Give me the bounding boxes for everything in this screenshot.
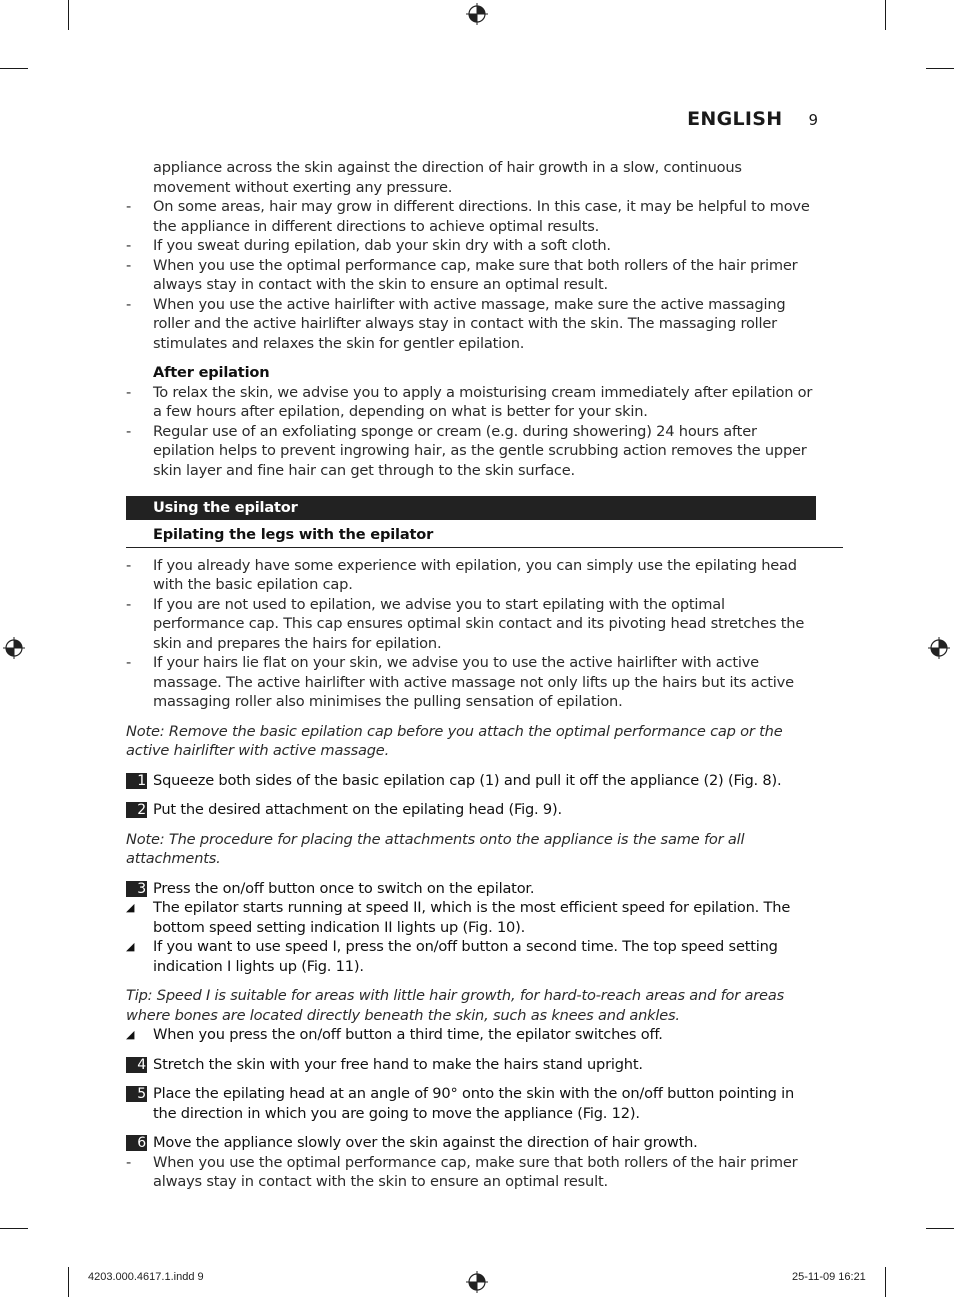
list-item: [126, 556, 816, 595]
list-item: [126, 595, 816, 654]
subsection-title: Epilating the legs with the epilator: [126, 525, 843, 548]
dash-marker: -: [126, 256, 132, 274]
step-text: Press the on/off button once to switch on the epilator.: [153, 879, 535, 897]
registration-mark-icon: [466, 3, 488, 25]
list-item-text: If you are not used to epilation, we advise you to start epilating with the optimal performance cap. This cap ensures optimal skin contact and its pivoting head stretches the skin and prepares the hairs for epilation.: [153, 595, 805, 652]
step-item: [126, 1133, 816, 1153]
step-number: 1: [126, 773, 147, 789]
registration-mark-icon: [466, 1271, 488, 1293]
result-item: [126, 1025, 816, 1045]
triangle-bullet-icon: ◢: [126, 901, 135, 914]
list-item-text: When you use the optimal performance cap, make sure that both rollers of the hair primer always stay in contact with the skin to ensure an optimal result.: [153, 256, 798, 293]
step-item: [126, 1055, 816, 1075]
result-text: If you want to use speed I, press the on/off button a second time. The top speed setting indication I lights up (Fig. 11).: [153, 938, 778, 975]
triangle-bullet-icon: ◢: [126, 1028, 135, 1041]
crop-mark: [885, 1267, 886, 1297]
note-text: Note: The procedure for placing the attachments onto the appliance is the same for all attachments.: [126, 830, 745, 867]
list-item: [126, 256, 816, 295]
crop-mark: [0, 68, 28, 69]
step-text: Stretch the skin with your free hand to make the hairs stand upright.: [153, 1055, 643, 1073]
list-item-text: To relax the skin, we advise you to apply a moisturising cream immediately after epilation or a few hours after epilation, depending on what is better for your skin.: [153, 383, 813, 420]
step-text: Place the epilating head at an angle of 90° onto the skin with the on/off button pointing in the direction in which you are going to move the appliance (Fig. 12).: [153, 1085, 795, 1122]
dash-marker: -: [126, 237, 132, 254]
crop-mark: [0, 1228, 28, 1229]
list-item: [126, 295, 816, 354]
step-number: 3: [126, 881, 147, 897]
paragraph: appliance across the skin against the direction of hair growth in a slow, continuous movement without exerting any pressure.: [153, 159, 742, 196]
list-item: [126, 383, 816, 422]
list-item-text: If your hairs lie flat on your skin, we advise you to use the active hairlifter with active massage. The active hairlifter with active massage not only lifts up the hairs but its active massaging roller also minimises the pulling sensation of epilation.: [153, 654, 794, 710]
dash-marker: -: [126, 556, 132, 574]
registration-mark-icon: [928, 637, 950, 659]
crop-mark: [926, 68, 954, 69]
dash-marker: -: [126, 295, 132, 313]
crop-mark: [885, 0, 886, 30]
list-item: [126, 653, 816, 712]
registration-mark-icon: [3, 637, 25, 659]
list-item-text: Regular use of an exfoliating sponge or cream (e.g. during showering) 24 hours after epilation helps to prevent ingrowing hair, as the gentle scrubbing action removes the upper skin layer and fine hair can get through to the skin surface.: [153, 422, 807, 479]
dash-marker: -: [126, 1153, 132, 1171]
dash-marker: -: [126, 422, 132, 440]
step-item: [126, 800, 816, 820]
tip-text: Tip: Speed I is suitable for areas with little hair growth, for hard-to-reach areas and for areas where bones are located directly beneath the skin, such as knees and ankles.: [126, 987, 784, 1024]
step-number: 6: [126, 1135, 147, 1151]
dash-marker: -: [126, 595, 132, 613]
list-item: [126, 197, 816, 236]
dash-marker: -: [126, 198, 132, 215]
step-number: 2: [126, 802, 147, 818]
list-item-text: If you sweat during epilation, dab your skin dry with a soft cloth.: [153, 237, 611, 254]
crop-mark: [68, 0, 69, 30]
after-epilation-heading: After epilation: [153, 364, 270, 381]
list-item: [126, 236, 816, 256]
step-text: Squeeze both sides of the basic epilation cap (1) and pull it off the appliance (2) (Fig. 8).: [153, 771, 782, 789]
result-text: When you press the on/off button a third time, the epilator switches off.: [153, 1026, 663, 1043]
list-item: [126, 1153, 816, 1192]
list-item-text: When you use the active hairlifter with active massage, make sure the active massaging roller and the active hairlifter always stay in contact with the skin. The massaging roller stimulates and relaxes the skin for gentler epilation.: [153, 295, 786, 352]
step-item: [126, 771, 816, 791]
dash-marker: -: [126, 383, 132, 401]
dash-marker: -: [126, 654, 132, 671]
footer-filename: 4203.000.4617.1.indd 9: [88, 1271, 204, 1283]
language-label: ENGLISH: [687, 108, 783, 130]
step-text: Move the appliance slowly over the skin against the direction of hair growth.: [153, 1134, 698, 1151]
step-text: Put the desired attachment on the epilating head (Fig. 9).: [153, 801, 562, 818]
crop-mark: [926, 1228, 954, 1229]
step-number: 4: [126, 1057, 147, 1073]
list-item-text: If you already have some experience with epilation, you can simply use the epilating head with the basic epilation cap.: [153, 556, 797, 593]
footer-date: 25-11-09 16:21: [792, 1271, 866, 1283]
step-item: [126, 1084, 816, 1123]
crop-mark: [68, 1267, 69, 1297]
page-header: [687, 108, 818, 130]
result-item: [126, 937, 816, 976]
list-item-text: When you use the optimal performance cap, make sure that both rollers of the hair primer always stay in contact with the skin to ensure an optimal result.: [153, 1153, 798, 1190]
list-item-text: On some areas, hair may grow in different directions. In this case, it may be helpful to move the appliance in different directions to achieve optimal results.: [153, 198, 810, 235]
result-item: [126, 898, 816, 937]
note-text: Note: Remove the basic epilation cap before you attach the optimal performance cap or the active hairlifter with active massage.: [126, 722, 783, 759]
page-number: 9: [808, 111, 818, 129]
list-item: [126, 422, 816, 481]
result-text: The epilator starts running at speed II, which is the most efficient speed for epilation. The bottom speed setting indication II lights up (Fig. 10).: [153, 899, 791, 936]
step-number: 5: [126, 1086, 147, 1102]
page-content: [126, 158, 816, 1192]
step-item: [126, 879, 816, 899]
triangle-bullet-icon: ◢: [126, 940, 135, 953]
section-title: Using the epilator: [126, 496, 816, 520]
